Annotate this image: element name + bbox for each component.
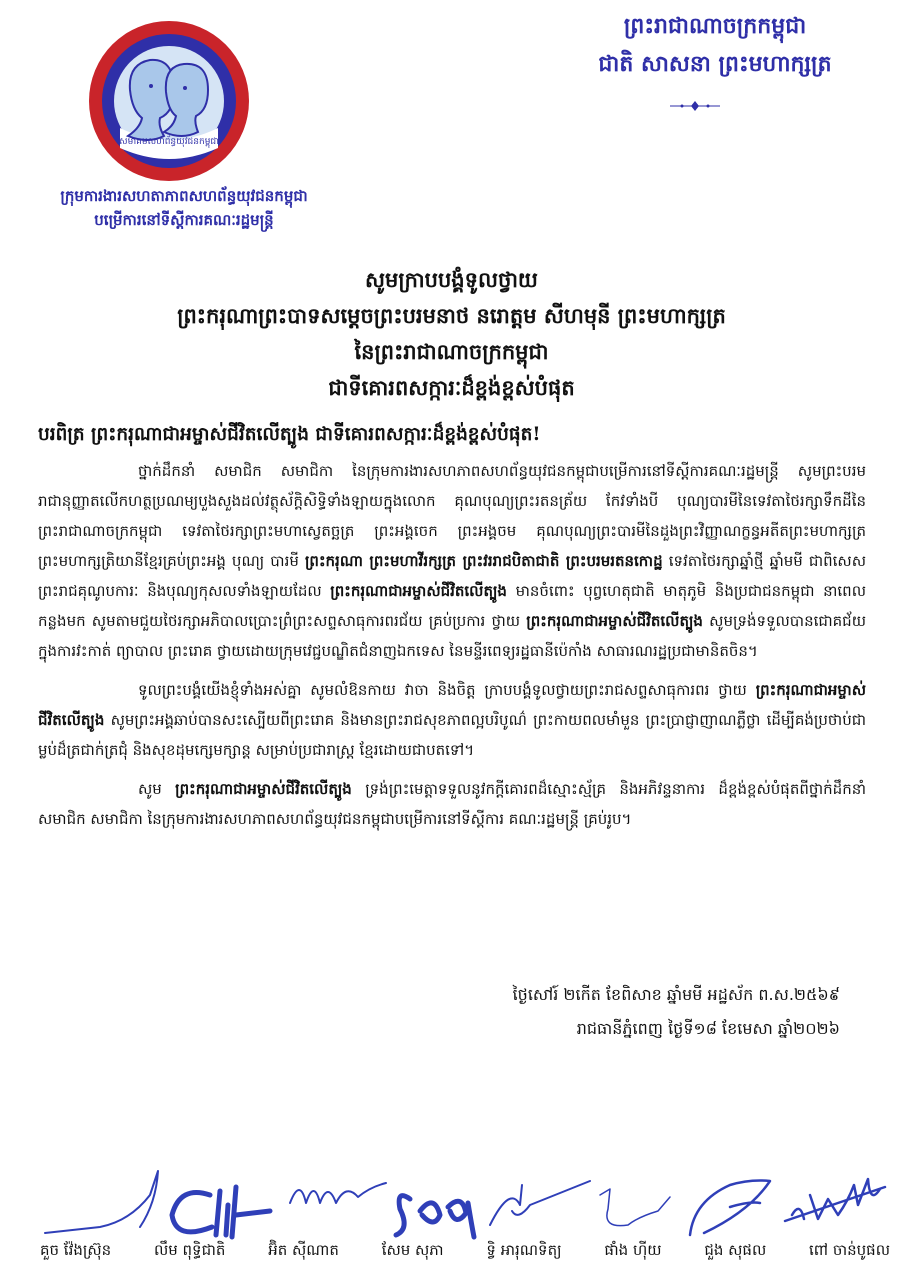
- signature-6: [600, 1189, 670, 1226]
- body-paragraph-1: ថ្នាក់ដឹកនាំ សមាជិក សមាជិកា នៃក្រុមការងារសហភាពសហព័ន្ធយុវជនកម្ពុជាបម្រើការនៅទីស្តីការគណៈរដ្ឋមន្ត្រី សូមព្រះបរមរាជានុញ្ញាតលើកហត្ថប្រណម្យបួងសួងដល់វត្ថុស័ក្តិសិទ្ធិទាំងឡាយក្នុងលោក គុណបុណ្យព្រះរតនត្រ័យ កែវទាំងបី បុណ្យបារមីនៃទេវតាថៃរក្សាទឹកដីនៃព្រះរាជាណាចក្រកម្ពុជា ទេវតាថៃរក្សាព្រះមហាស្វេតច្ឆត្រ ព្រះអង្គចេក ព្រះអង្គចម គុណបុណ្យព្រះបារមីនៃដួងព្រះវិញ្ញាណក្ខន្ធអតីតព្រះមហាក្សត្រ ព្រះមហាក្សត្រិយានីខ្មែរគ្រប់ព្រះអង្គ បុណ្យ បារមី ព្រះករុណា ព្រះមហាវីរក្សត្រ ព្រះវររាជបិតាជាតិ ព្រះបរមរតនកោដ្ឋ ទេវតាថៃរក្សាឆ្នាំថ្មី ឆ្នាំមមី ជាពិសេសព្រះរាជគុណូបការៈ និងបុណ្យកុសលទាំងឡាយដែល ព្រះករុណាជាអម្ចាស់ជីវិតលើត្បូង មានចំពោះ បុព្វហេតុជាតិ មាតុភូមិ និងប្រជាជនកម្ពុជា នាពេលកន្លងមក សូមតាមជួយថៃរក្សាអភិបាលប្រោះព្រំព្រះសព្ទសាធុការពរជ័យ គ្រប់ប្រការ ថ្វាយ ព្រះករុណាជាអម្ចាស់ជីវិតលើត្បូង សូមទ្រង់ទទួលបានជោគជ័យក្នុងការវះកាត់ ព្យាបាល ព្រះរោគ ថ្វាយដោយក្រុមវេជ្ជបណ្ឌិតជំនាញឯកទេស នៃមន្ទីរពេទ្យរដ្ឋធានីប៉េកាំង សាធារណរដ្ឋប្រជាមានិតចិន។: [38, 462, 866, 660]
- kingdom-name: ព្រះរាជាណាចក្រកម្ពុជា: [623, 14, 807, 39]
- signature-3: [290, 1183, 386, 1203]
- heading-line-4: ជាទីគោរពសក្ការៈដ៏ខ្ពង់ខ្ពស់បំផុត: [328, 375, 575, 400]
- heading-line-3: នៃព្រះរាជាណាចក្រកម្ពុជា: [354, 339, 549, 364]
- svg-text:សមាគមសហព័ន្ធយុវជនកម្ពុជា: សមាគមសហព័ន្ធយុវជនកម្ពុជា: [119, 137, 219, 147]
- divider-ornament: [668, 100, 722, 112]
- signatory-name-4: សែម សុភា: [381, 1241, 444, 1259]
- signature-4: [396, 1196, 474, 1237]
- signature-2: [172, 1187, 270, 1237]
- signatory-name-7: ជួង សុផល: [704, 1241, 767, 1259]
- signatures: [40, 1155, 900, 1245]
- lunar-date: ថ្ងៃសៅរ៍ ២កើត ខែពិសាខ ឆ្នាំមមី អដ្ឋស័ក ព.ស.២៥៦៩: [512, 985, 840, 1004]
- signatory-name-2: លឹម ពុទ្ធិជាតិ: [153, 1241, 226, 1259]
- letter-body: [38, 456, 866, 843]
- heading-line-2: ព្រះករុណាព្រះបាទសម្តេចព្រះបរមនាថ នរោត្តម សីហមុនី ព្រះមហាក្សត្រ: [177, 303, 726, 328]
- signature-8: [785, 1179, 885, 1221]
- signatory-name-5: ទិ្វ អារុណទិត្យ: [486, 1241, 562, 1259]
- salutation: បរពិត្រ ព្រះករុណាជាអម្ចាស់ជីវិតលើត្បូង ជាទីគោរពសក្ការៈដ៏ខ្ពង់ខ្ពស់បំផុត!: [38, 424, 541, 445]
- signature-7: [690, 1181, 770, 1236]
- national-motto: ជាតិ សាសនា ព្រះមហាក្សត្រ: [598, 52, 832, 77]
- date-block: [430, 978, 840, 1046]
- signatory-name-6: ផាំង ហុីយ: [604, 1241, 662, 1259]
- solar-date: រាជធានីភ្នំពេញ ថ្ងៃទី១៨ ខែមេសា ឆ្នាំ២០២៦: [576, 1019, 840, 1038]
- kingdom-header: [545, 8, 885, 84]
- organization-name: ក្រុមការងារសហតាភាពសហព័ន្ធយុវជនកម្ពុជា: [60, 187, 308, 205]
- organization-logo: [88, 20, 250, 182]
- organization-header: [14, 184, 354, 232]
- signature-5: [490, 1181, 590, 1225]
- signatory-name-3: អ៊ិត ស៊ីណាត: [268, 1241, 339, 1259]
- signatory-names: [40, 1238, 890, 1262]
- signatory-name-1: គួច វ៉ែងស្រ៊ុន: [40, 1241, 112, 1259]
- body-paragraph-3: សូម ព្រះករុណាជាអម្ចាស់ជីវិតលើត្បូង ទ្រង់ព្រះមេត្តាទទួលនូវកក្តីគោរពដ៏ស្មោះស្ម័គ្រ និងអភិវន្ទនាការ ដ៏ខ្ពង់ខ្ពស់បំផុតពីថ្នាក់ដឹកនាំ សមាជិក សមាជិកា នៃក្រុមការងារសហភាពសហព័ន្ធយុវជនកម្ពុជាបម្រើការនៅទីស្តីការ គណៈរដ្ឋមន្ត្រី គ្រប់រូប។: [38, 780, 867, 828]
- signature-1: [45, 1171, 158, 1233]
- signatory-name-8: ពៅ ចាន់បូផល: [809, 1241, 890, 1259]
- letter-heading: [60, 262, 843, 406]
- body-paragraph-2: ទូលព្រះបង្គំយើងខ្ញុំទាំងអស់គ្នា សូមលំឱនកាយ វាចា និងចិត្ត ក្រាបបង្គំទូលថ្វាយព្រះរាជសព្ទសាធុការពរ ថ្វាយ ព្រះករុណាជាអម្ចាស់ជីវិតលើត្បូង សូមព្រះអង្គឆាប់បានសះស្បើយពីព្រះរោគ និងមានព្រះរាជសុខភាពល្អបរិបូណ៌ ព្រះកាយពលមាំមួន ព្រះប្រាជ្ញាញាណភ្លឺថ្លា ដើម្បីគង់ប្រថាប់ជាម្លប់ដ៏ត្រជាក់ត្រជុំ និងសុខដុមក្សេមក្សាន្ត សម្រាប់ប្រជារាស្ត្រ ខ្មែរដោយជាបតទៅ។: [38, 681, 866, 759]
- organization-unit: បម្រើការនៅទីស្តីការគណៈរដ្ឋមន្ត្រី: [94, 211, 274, 229]
- heading-line-1: សូមក្រាបបង្គំទូលថ្វាយ: [365, 267, 538, 292]
